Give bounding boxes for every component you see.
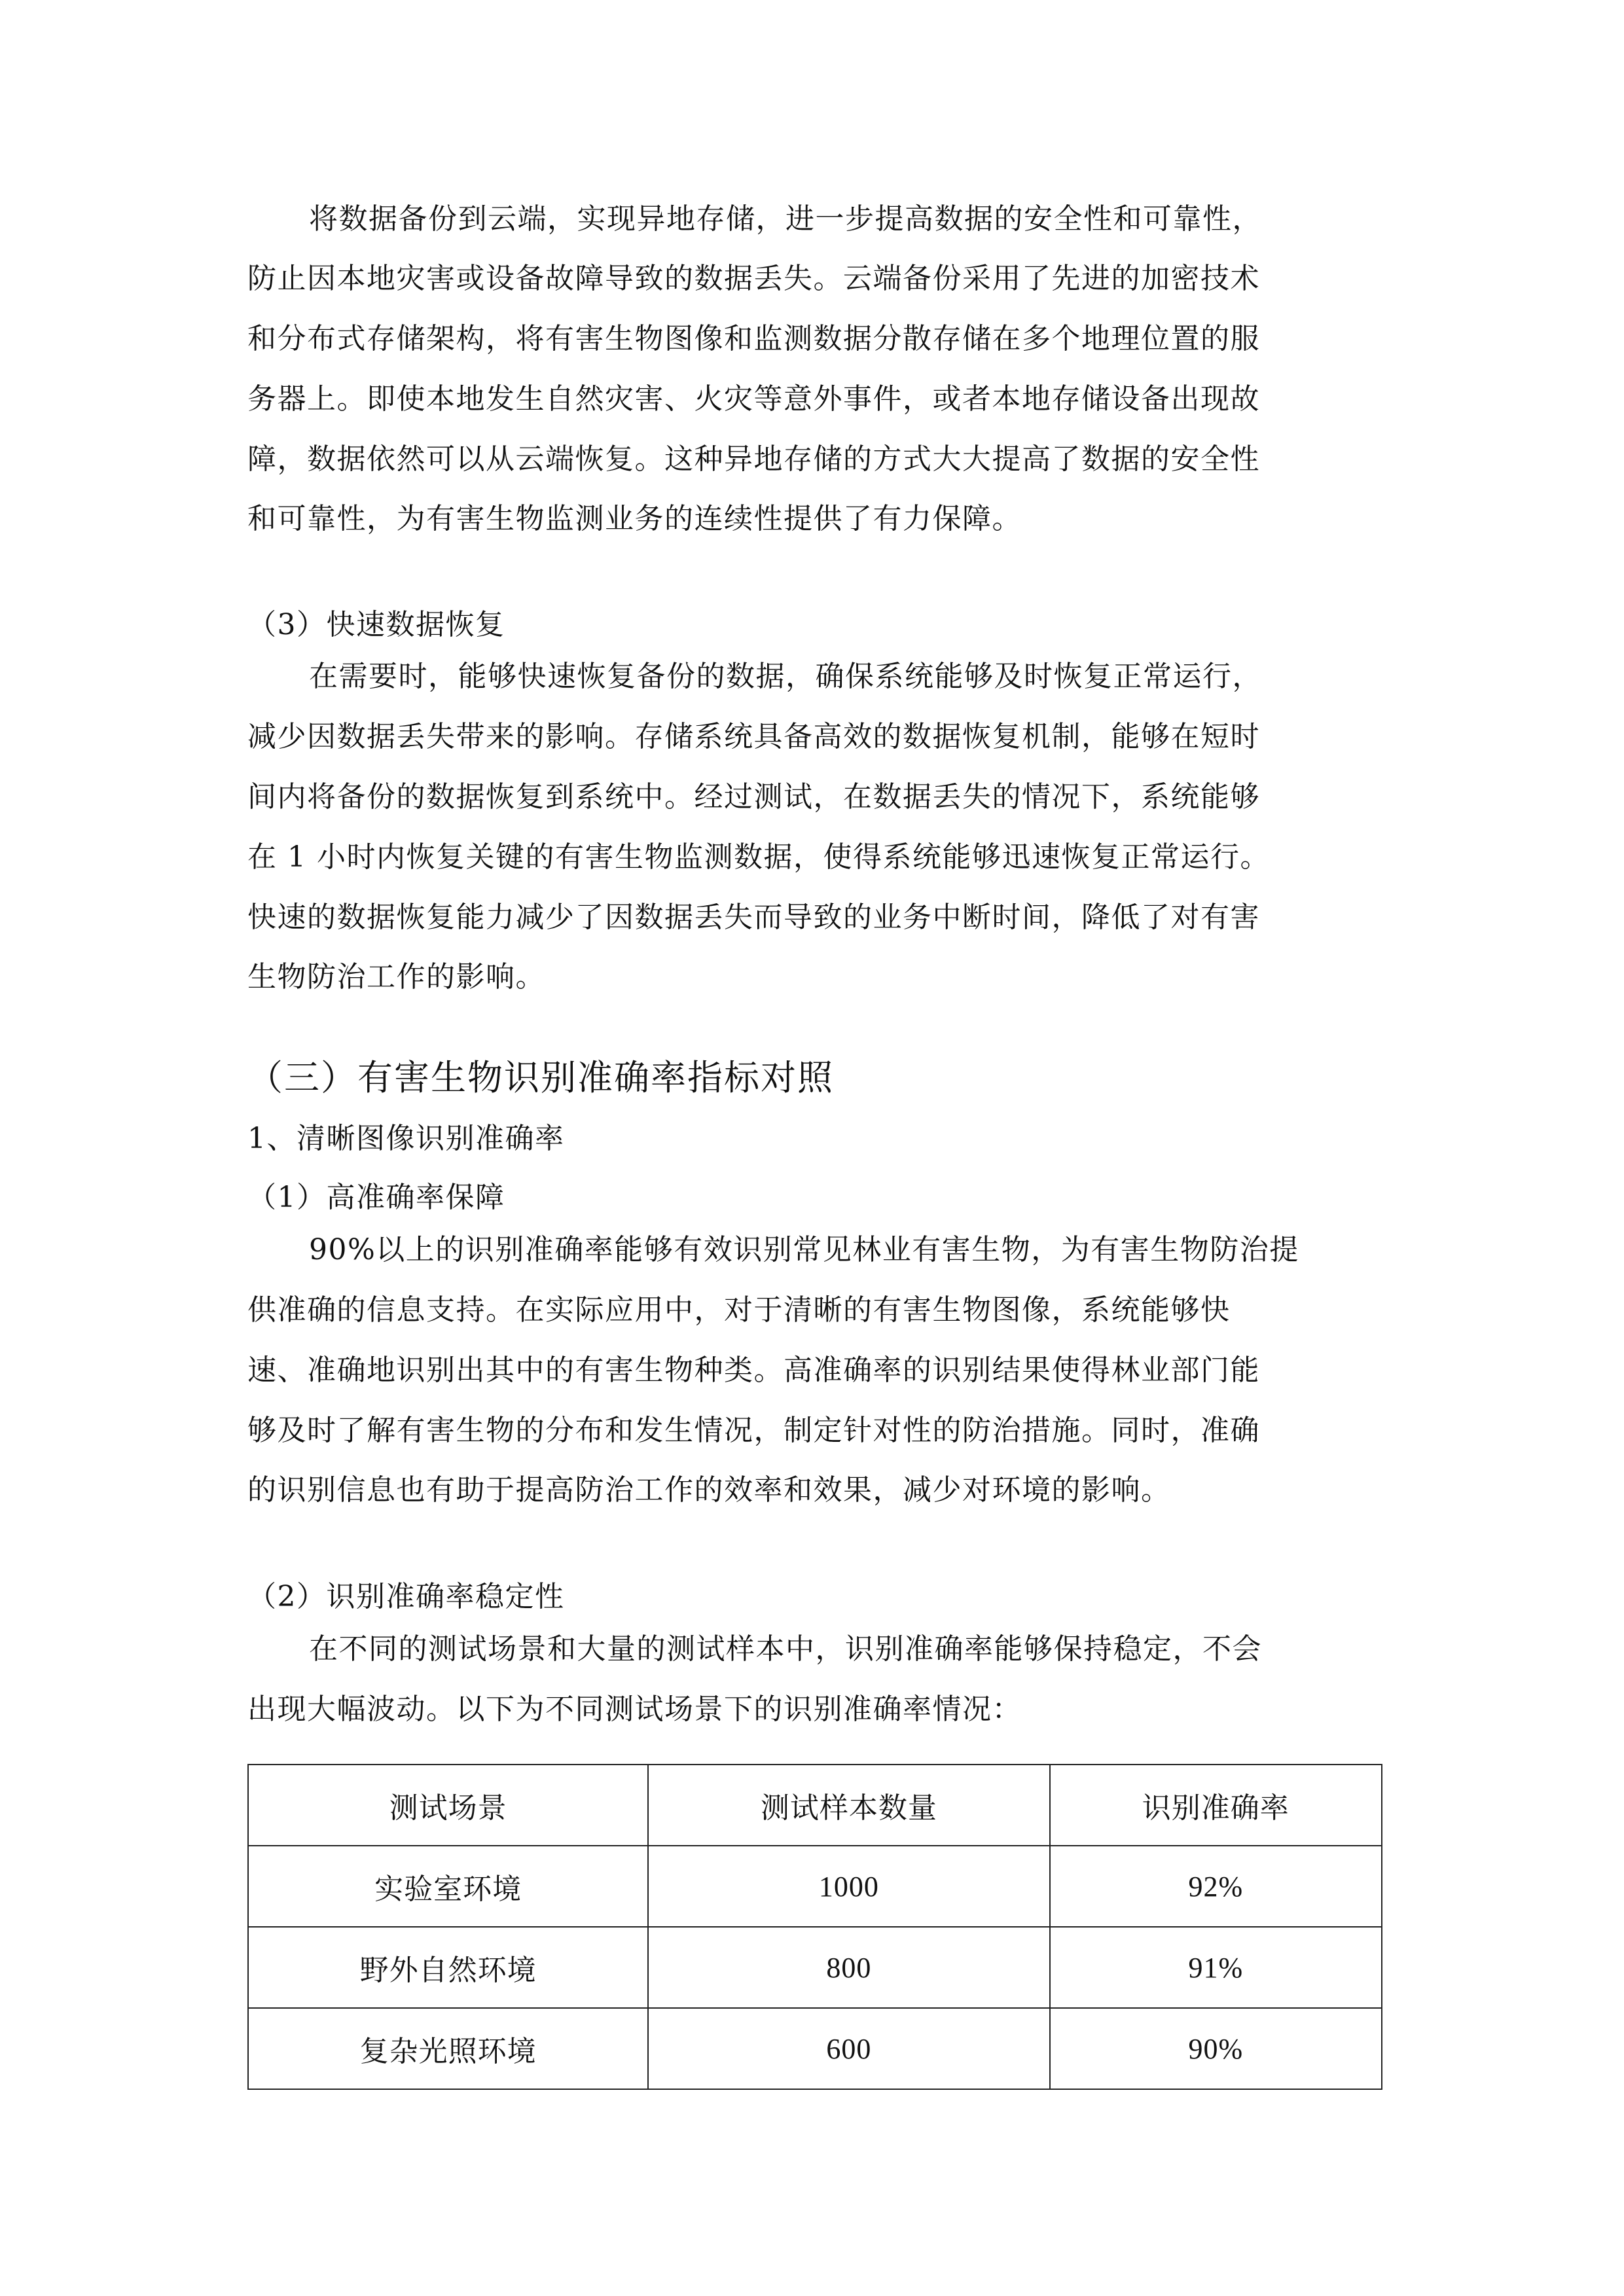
cell-sample-count: 600	[648, 2008, 1049, 2089]
text-line: 供准确的信息支持。在实际应用中，对于清晰的有害生物图像，系统能够快	[247, 1293, 1231, 1327]
text-line: 和可靠性，为有害生物监测业务的连续性提供了有力保障。	[247, 502, 1022, 535]
cell-accuracy: 92%	[1050, 1846, 1382, 1927]
table-header-row	[248, 1765, 1382, 1846]
text-line: 够及时了解有害生物的分布和发生情况，制定针对性的防治措施。同时，准确	[247, 1414, 1260, 1447]
header-sample-count: 测试样本数量	[648, 1765, 1049, 1846]
cell-scenario: 野外自然环境	[248, 1927, 648, 2008]
text-line: 的识别信息也有助于提高防治工作的效率和效果，减少对环境的影响。	[247, 1473, 1171, 1507]
text-line: 快速的数据恢复能力减少了因数据丢失而导致的业务中断时间，降低了对有害	[247, 901, 1260, 934]
text-line: 务器上。即使本地发生自然灾害、火灾等意外事件，或者本地存储设备出现故	[247, 382, 1260, 416]
text-line: 减少因数据丢失带来的影响。存储系统具备高效的数据恢复机制，能够在短时	[247, 720, 1260, 753]
accuracy-table	[247, 1764, 1382, 2090]
cell-scenario: 复杂光照环境	[248, 2008, 648, 2089]
cell-sample-count: 1000	[648, 1846, 1049, 1927]
heading-high-accuracy: （1）高准确率保障	[247, 1181, 505, 1214]
text-line: 防止因本地灾害或设备故障导致的数据丢失。云端备份采用了先进的加密技术	[247, 262, 1260, 295]
text-line: 和分布式存储架构，将有害生物图像和监测数据分散存储在多个地理位置的服	[247, 322, 1260, 355]
header-accuracy: 识别准确率	[1050, 1765, 1382, 1846]
heading-fast-recovery: （3）快速数据恢复	[247, 608, 505, 641]
section-title: （三）有害生物识别准确率指标对照	[247, 1057, 834, 1098]
text-line: 出现大幅波动。以下为不同测试场景下的识别准确率情况：	[247, 1693, 1022, 1726]
heading-stability: （2）识别准确率稳定性	[247, 1580, 565, 1613]
cell-accuracy: 91%	[1050, 1927, 1382, 2008]
text-line: 在 1 小时内恢复关键的有害生物监测数据，使得系统能够迅速恢复正常运行。	[247, 840, 1270, 874]
cell-scenario: 实验室环境	[248, 1846, 648, 1927]
table-row	[248, 1846, 1382, 1927]
header-test-scenario: 测试场景	[248, 1765, 648, 1846]
text-line: 障，数据依然可以从云端恢复。这种异地存储的方式大大提高了数据的安全性	[247, 442, 1260, 476]
text-line: 生物防治工作的影响。	[247, 960, 545, 994]
text-line: 90%以上的识别准确率能够有效识别常见林业有害生物，为有害生物防治提	[309, 1233, 1299, 1266]
text-line: 将数据备份到云端，实现异地存储，进一步提高数据的安全性和可靠性，	[309, 202, 1262, 236]
table-row	[248, 1927, 1382, 2008]
text-line: 在需要时，能够快速恢复备份的数据，确保系统能够及时恢复正常运行，	[309, 660, 1262, 693]
table-row	[248, 2008, 1382, 2089]
cell-accuracy: 90%	[1050, 2008, 1382, 2089]
subsection-title: 1、清晰图像识别准确率	[247, 1122, 565, 1155]
cell-sample-count: 800	[648, 1927, 1049, 2008]
text-line: 速、准确地识别出其中的有害生物种类。高准确率的识别结果使得林业部门能	[247, 1354, 1260, 1387]
text-line: 间内将备份的数据恢复到系统中。经过测试，在数据丢失的情况下，系统能够	[247, 780, 1260, 814]
text-line: 在不同的测试场景和大量的测试样本中，识别准确率能够保持稳定，不会	[309, 1632, 1262, 1666]
